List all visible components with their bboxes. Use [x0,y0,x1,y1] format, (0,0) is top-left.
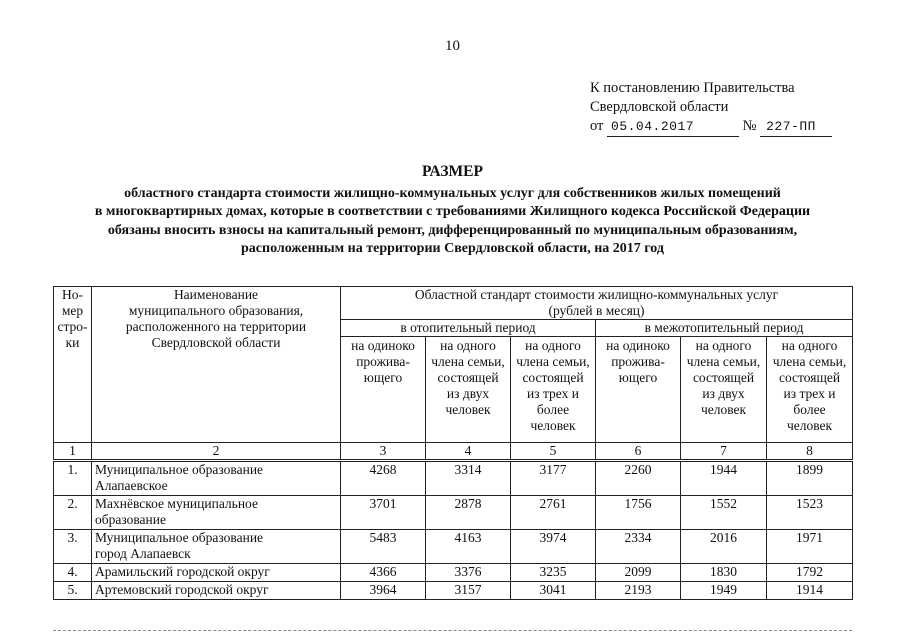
header-heating-two: на одного члена семьи, состоящей из двух человек [426,337,511,443]
value-heating-two: 4163 [426,530,511,564]
column-number: 3 [341,443,426,461]
table-row [54,582,853,600]
heading-line-1: областного стандарта стоимости жилищно-коммунальных услуг для собственников жилых помещений [124,185,781,201]
municipality-name: Арамильский городской округ [92,564,341,582]
value-nonheating-two: 1944 [681,461,767,496]
heading-line-4: расположенным на территории Свердловской области, на 2017 год [241,241,664,256]
header-name: Наименование муниципального образования, расположенного на территории Свердловской области [92,287,341,443]
heading-line-3: обязаны вносить взносы на капитальный ремонт, дифференцированный по муниципальным образованиям, [107,222,798,238]
value-nonheating-single: 2193 [596,582,681,600]
value-nonheating-single: 2260 [596,461,681,496]
header-standard: Областной стандарт стоимости жилищно-коммунальных услуг (рублей в месяц) [341,287,853,320]
resolution-ref-line2: Свердловской области [590,99,729,115]
number-prefix: № [742,118,757,134]
value-heating-three: 3177 [511,461,596,496]
document-heading [40,163,865,259]
value-heating-two: 3314 [426,461,511,496]
column-number: 4 [426,443,511,461]
row-number: 2. [54,496,92,530]
value-heating-two: 3376 [426,564,511,582]
resolution-ref-line1: К постановлению Правительства [590,80,795,96]
page-number: 10 [445,38,460,54]
municipality-name: Муниципальное образование Алапаевское [92,461,341,496]
value-nonheating-single: 2099 [596,564,681,582]
heading-line-2: в многоквартирных домах, которые в соответствии с требованиями Жилищного кодекса Российской Федерации [94,204,811,219]
standards-table [53,286,853,600]
value-nonheating-two: 1949 [681,582,767,600]
header-heating-single: на одиноко прожива- ющего [341,337,426,443]
value-heating-three: 3235 [511,564,596,582]
header-row-number: Но- мер стро- ки [54,287,92,443]
value-nonheating-three: 1914 [767,582,853,600]
resolution-reference [590,79,832,137]
row-number: 5. [54,582,92,600]
resolution-date: 05.04.2017 [607,117,739,137]
value-nonheating-two: 2016 [681,530,767,564]
row-number: 4. [54,564,92,582]
column-number: 1 [54,443,92,461]
column-number: 8 [767,443,853,461]
header-non-heating-period: в межотопительный период [596,320,853,337]
header-nonheating-single: на одиноко прожива- ющего [596,337,681,443]
column-number: 5 [511,443,596,461]
header-heating-period: в отопительный период [341,320,596,337]
value-heating-single: 5483 [341,530,426,564]
value-nonheating-three: 1971 [767,530,853,564]
table-row [54,564,853,582]
value-heating-three: 3041 [511,582,596,600]
value-heating-two: 2878 [426,496,511,530]
table-row [54,496,853,530]
header-nonheating-three: на одного члена семьи, состоящей из трех и более человек [767,337,853,443]
municipality-name: Махнёвское муниципальное образование [92,496,341,530]
column-number-row [54,443,853,461]
date-prefix: от [590,118,604,134]
value-heating-single: 3964 [341,582,426,600]
value-heating-single: 4366 [341,564,426,582]
heading-title: РАЗМЕР [422,163,483,180]
header-nonheating-two: на одного члена семьи, состоящей из двух человек [681,337,767,443]
table-row [54,461,853,496]
value-nonheating-three: 1523 [767,496,853,530]
value-heating-single: 4268 [341,461,426,496]
value-heating-single: 3701 [341,496,426,530]
value-heating-three: 3974 [511,530,596,564]
municipality-name: Артемовский городской округ [92,582,341,600]
resolution-number: 227-ПП [760,117,832,137]
value-heating-two: 3157 [426,582,511,600]
value-nonheating-two: 1552 [681,496,767,530]
value-nonheating-single: 1756 [596,496,681,530]
page-cut-divider [53,630,852,631]
municipality-name: Муниципальное образование город Алапаевск [92,530,341,564]
value-nonheating-three: 1792 [767,564,853,582]
value-heating-three: 2761 [511,496,596,530]
value-nonheating-single: 2334 [596,530,681,564]
row-number: 1. [54,461,92,496]
table-row [54,530,853,564]
column-number: 6 [596,443,681,461]
value-nonheating-three: 1899 [767,461,853,496]
header-heating-three: на одного члена семьи, состоящей из трех и более человек [511,337,596,443]
value-nonheating-two: 1830 [681,564,767,582]
column-number: 2 [92,443,341,461]
resolution-date-line [590,117,832,137]
column-number: 7 [681,443,767,461]
row-number: 3. [54,530,92,564]
